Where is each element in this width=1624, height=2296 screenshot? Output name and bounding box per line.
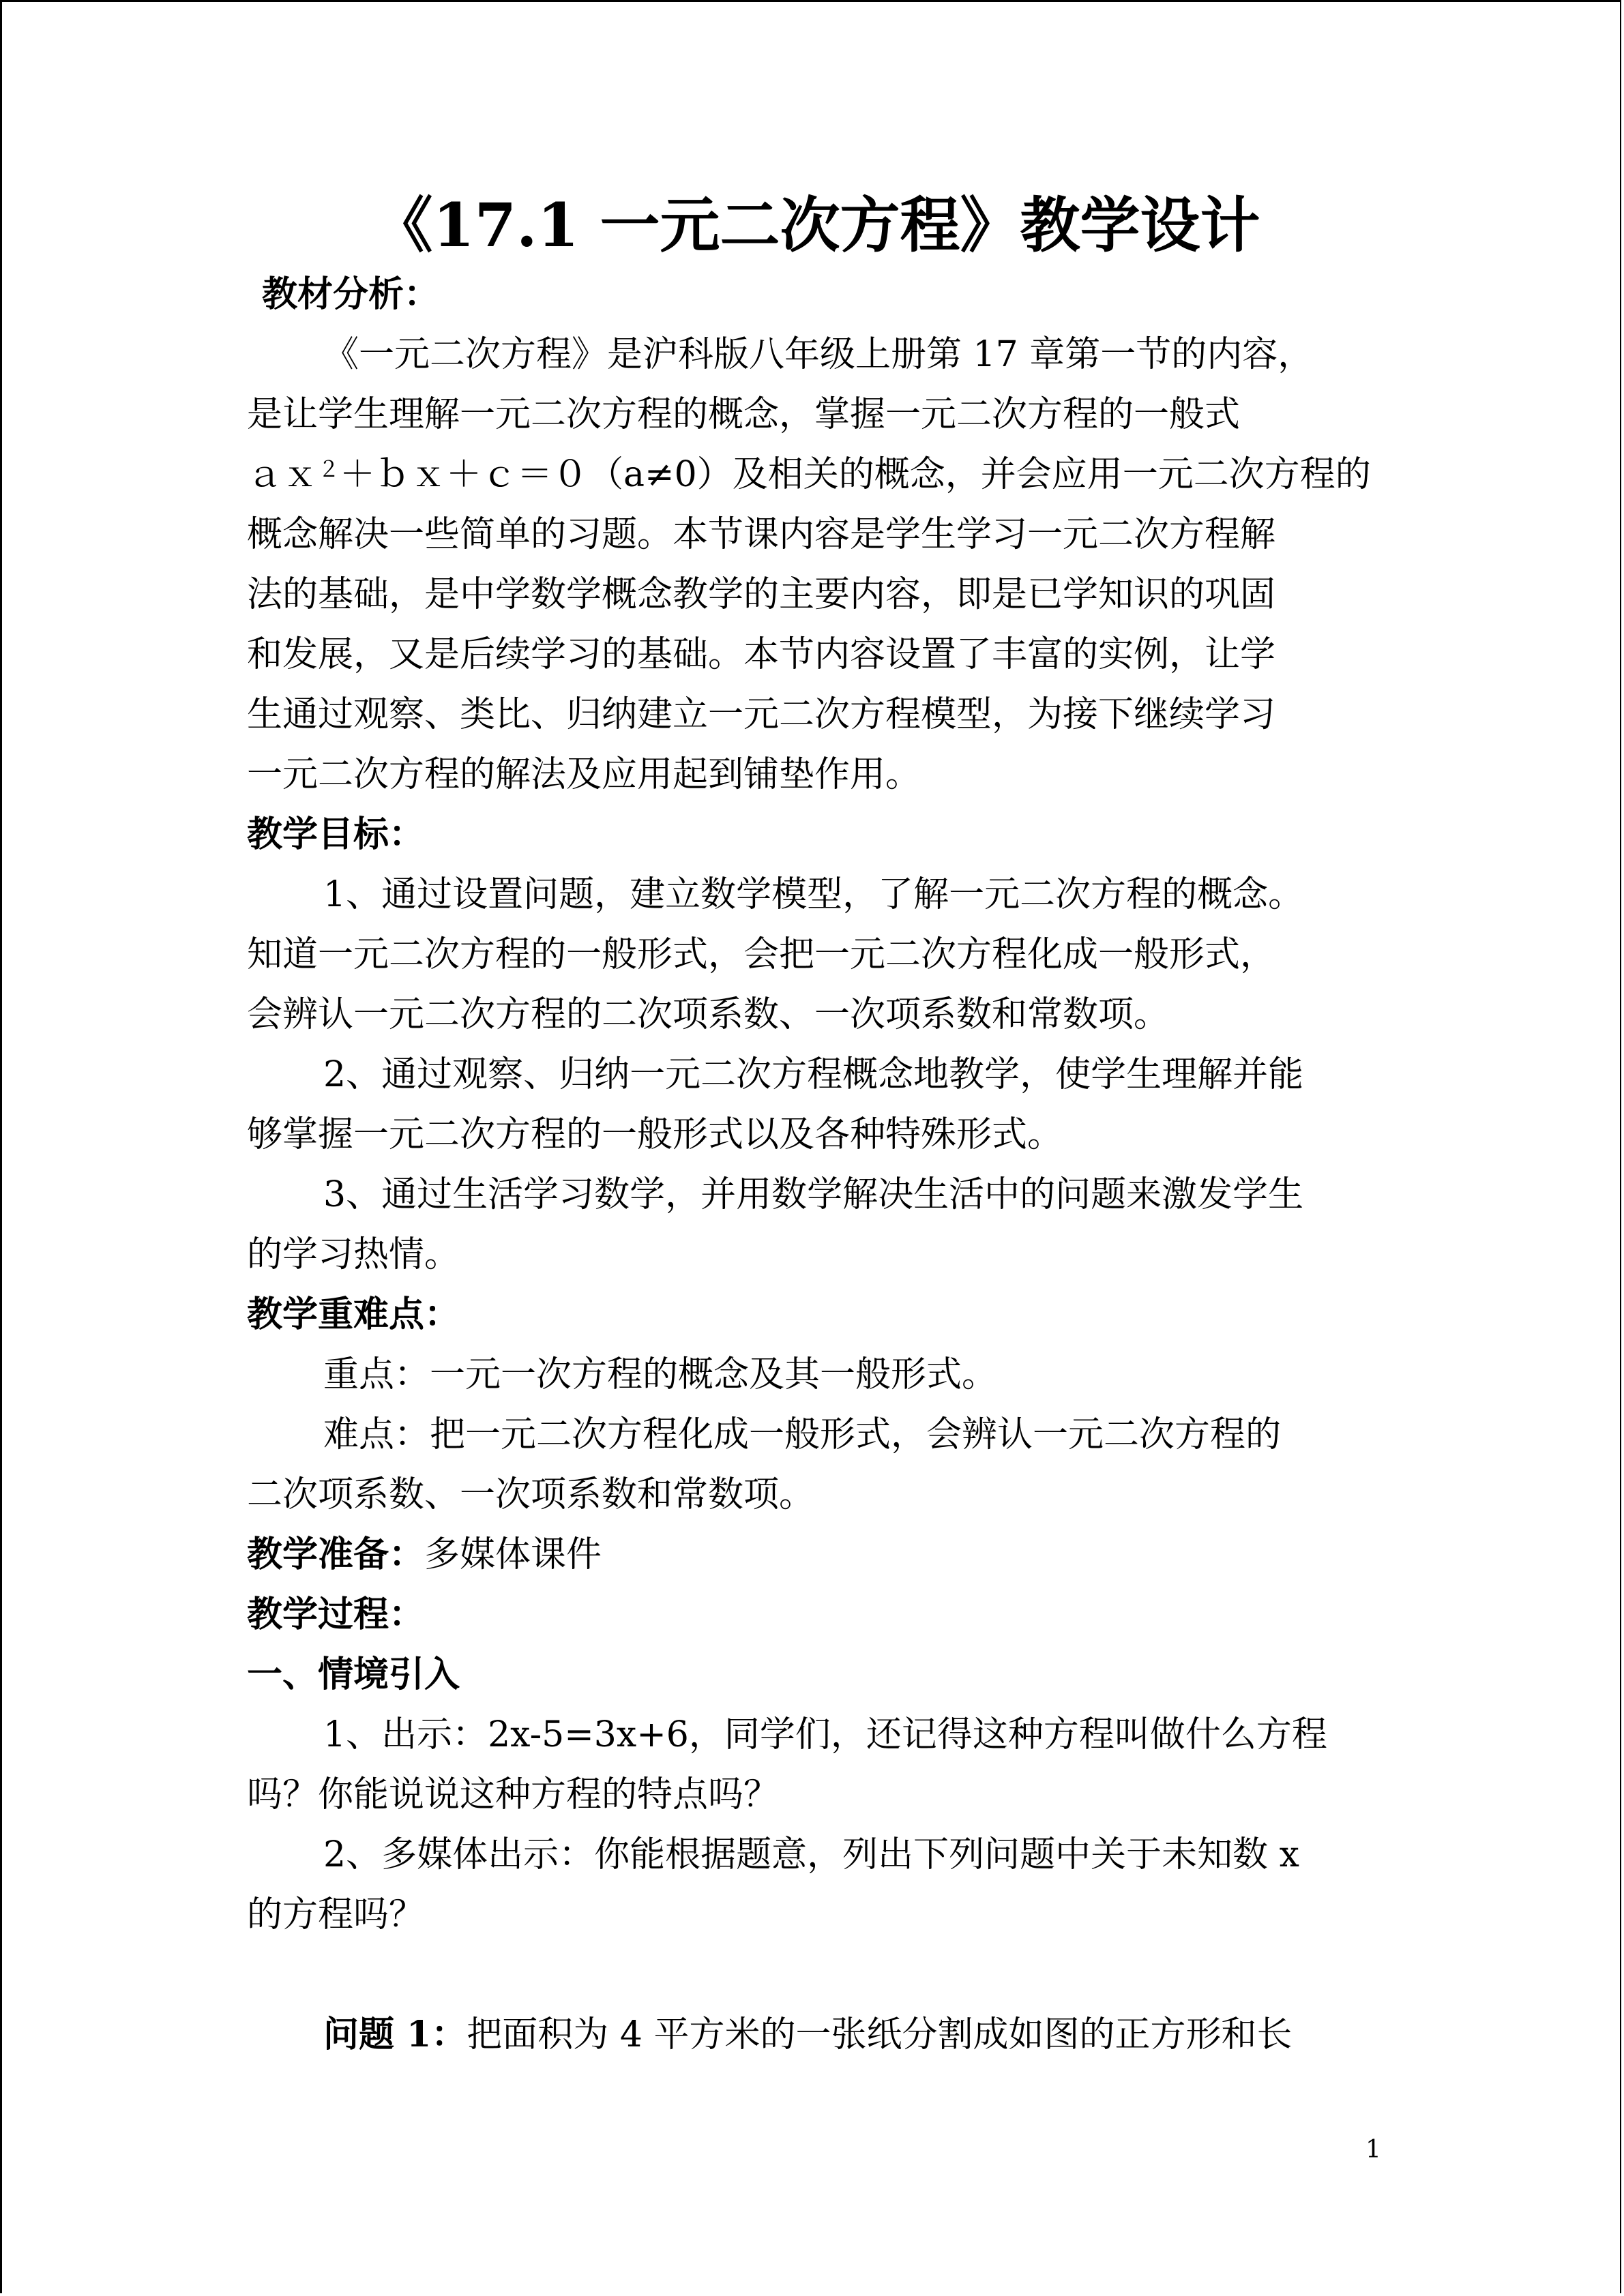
preparation-text: 多媒体课件 xyxy=(424,1534,602,1575)
analysis-formula-line xyxy=(247,447,1371,502)
process-line: 2、多媒体出示：你能根据题意，列出下列问题中关于未知数 x xyxy=(323,1834,1299,1875)
objective-line: 会辨认一元二次方程的二次项系数、一次项系数和常数项。 xyxy=(247,994,1170,1035)
key-point-line: 重点：一元一次方程的概念及其一般形式。 xyxy=(323,1354,998,1395)
objective-line: 3、通过生活学习数学，并用数学解决生活中的问题来激发学生 xyxy=(323,1174,1304,1215)
problem-1 xyxy=(323,2008,1292,2062)
analysis-line: 生通过观察、类比、归纳建立一元二次方程模型，为接下继续学习 xyxy=(247,694,1276,735)
key-points-heading: 教学重难点： xyxy=(247,1294,460,1335)
objective-line: 的学习热情。 xyxy=(247,1234,460,1275)
analysis-line: 一元二次方程的解法及应用起到铺垫作用。 xyxy=(247,754,921,795)
objective-line: 够掌握一元二次方程的一般形式以及各种特殊形式。 xyxy=(247,1114,1063,1155)
analysis-line: 《一元二次方程》是沪科版八年级上册第 17 章第一节的内容， xyxy=(323,334,1314,375)
process-line: 的方程吗？ xyxy=(247,1894,425,1935)
objective-line: 2、通过观察、归纳一元二次方程概念地教学，使学生理解并能 xyxy=(323,1054,1304,1095)
objectives-heading: 教学目标： xyxy=(247,814,425,855)
analysis-line: 概念解决一些简单的习题。本节课内容是学生学习一元二次方程解 xyxy=(247,514,1276,555)
objective-line: 知道一元二次方程的一般形式，会把一元二次方程化成一般形式， xyxy=(247,934,1276,975)
objective-line: 1、通过设置问题，建立数学模型，了解一元二次方程的概念。 xyxy=(323,874,1304,915)
process-line: 吗？你能说说这种方程的特点吗？ xyxy=(247,1774,780,1815)
key-point-line: 二次项系数、一次项系数和常数项。 xyxy=(247,1474,815,1515)
key-point-line: 难点：把一元二次方程化成一般形式，会辨认一元二次方程的 xyxy=(323,1414,1282,1455)
analysis-heading: 教材分析： xyxy=(262,273,440,315)
document-title: 《17.1 一元二次方程》教学设计 xyxy=(372,190,1260,260)
section-heading: 一、情境引入 xyxy=(247,1654,460,1695)
process-line: 1、出示：2x-5=3x+6，同学们，还记得这种方程叫做什么方程 xyxy=(323,1714,1327,1755)
preparation-heading: 教学准备： xyxy=(247,1534,425,1575)
formula-exponent: ２ xyxy=(318,456,340,482)
analysis-line: 和发展，又是后续学习的基础。本节内容设置了丰富的实例，让学 xyxy=(247,634,1276,675)
formula-rest: ＋ｂｘ＋ｃ＝０（a≠0）及相关的概念，并会应用一元二次方程的 xyxy=(340,454,1371,495)
problem-1-label: 问题 1： xyxy=(323,2014,467,2055)
formula-base: ａｘ xyxy=(247,454,319,495)
page-number: 1 xyxy=(1365,2136,1381,2164)
process-heading: 教学过程： xyxy=(247,1594,425,1635)
analysis-line: 是让学生理解一元二次方程的概念，掌握一元二次方程的一般式 xyxy=(247,394,1241,435)
problem-1-text: 把面积为 4 平方米的一张纸分割成如图的正方形和长 xyxy=(467,2014,1293,2055)
analysis-line: 法的基础，是中学数学概念教学的主要内容，即是已学知识的巩固 xyxy=(247,574,1276,615)
preparation-line xyxy=(247,1527,602,1582)
